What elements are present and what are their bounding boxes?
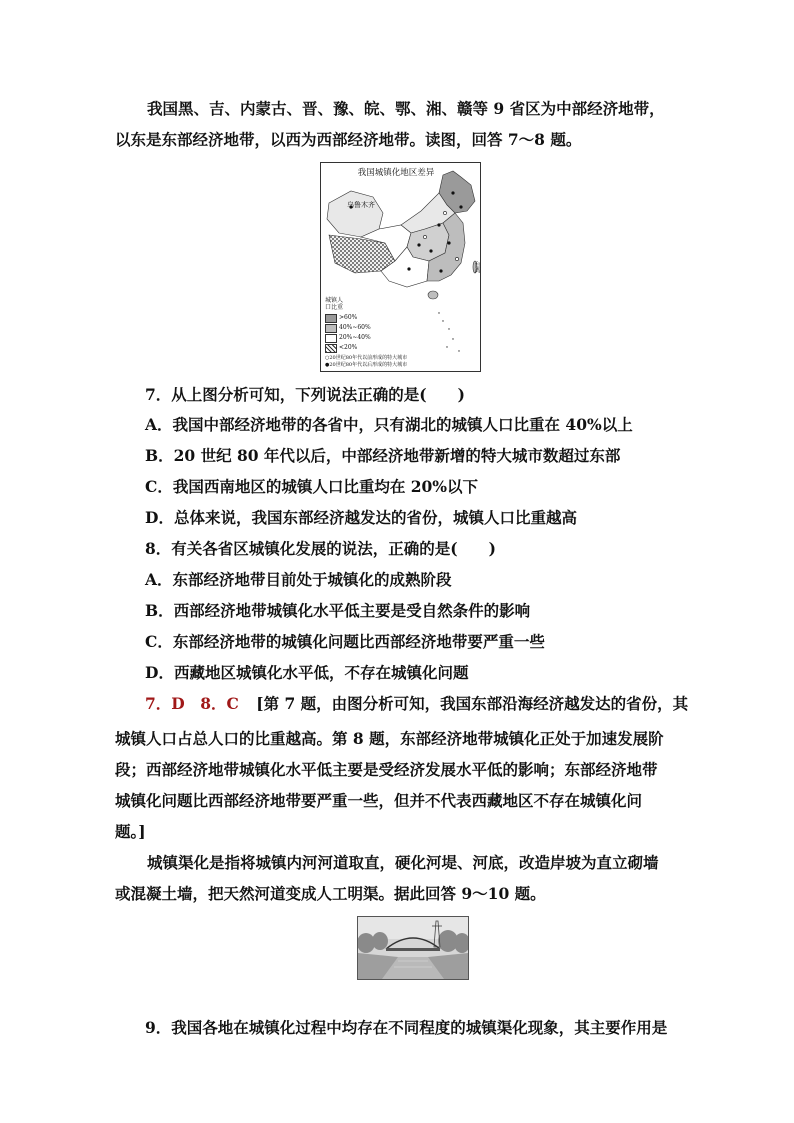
answer-line-4: 城镇化问题比西部经济地带要严重一些，但并不代表西藏地区不存在城镇化问 (115, 791, 643, 810)
answer-explanation-1: [第 7 题，由图分析可知，我国东部沿海经济越发达的省份，其 (256, 694, 689, 713)
map-city-label: 乌鲁木齐 (347, 201, 375, 209)
q7-option-d: D．总体来说，我国东部经济越发达的省份，城镇人口比重越高 (145, 508, 577, 527)
legend-note-1: ○20世纪80年代以前形成的特大城市 (325, 355, 408, 361)
legend-label-1: >60% (339, 314, 358, 321)
legend-swatch-1 (325, 314, 337, 323)
canal-photo-graphic (358, 917, 468, 979)
legend-swatch-3 (325, 334, 337, 343)
legend-label-4: <20% (339, 344, 358, 351)
legend-swatch-4 (325, 344, 337, 353)
map-legend (325, 296, 407, 369)
answer-line-3: 段；西部经济地带城镇化水平低主要是受经济发展水平低的影响；东部经济地带 (115, 760, 658, 779)
q8-option-b: B．西部经济地带城镇化水平低主要是受自然条件的影响 (145, 601, 531, 620)
map-title: 我国城镇化地区差异 (357, 168, 435, 178)
map-side-label: 台湾 (473, 261, 480, 273)
legend-title-1: 城镇人 (325, 297, 344, 304)
legend-title-2: 口比重 (325, 304, 344, 311)
q7-option-c: C．我国西南地区的城镇人口比重均在 20%以下 (145, 477, 479, 496)
q8-stem: 8．有关各省区城镇化发展的说法，正确的是( ) (145, 539, 496, 558)
answer-line-5: 题。] (115, 822, 146, 841)
answer-key: 7．D 8．C (145, 694, 239, 713)
q7-stem: 7．从上图分析可知，下列说法正确的是( ) (145, 385, 465, 404)
legend-label-3: 20%~40% (339, 334, 371, 341)
q8-option-a: A．东部经济地带目前处于城镇化的成熟阶段 (145, 570, 452, 589)
q8-option-c: C．东部经济地带的城镇化问题比西部经济地带要严重一些 (145, 632, 545, 651)
intro-line-1: 我国黑、吉、内蒙古、晋、豫、皖、鄂、湘、赣等 9 省区为中部经济地带， (147, 99, 665, 118)
intro2-line-1: 城镇渠化是指将城镇内河河道取直，硬化河堤、河底，改造岸坡为直立砌墙 (147, 853, 659, 872)
q7-option-a: A．我国中部经济地带的各省中，只有湖北的城镇人口比重在 40%以上 (145, 415, 633, 434)
canal-photo (357, 916, 469, 980)
intro2-line-2: 或混凝土墙，把天然河道变成人工明渠。据此回答 9～10 题。 (115, 884, 546, 903)
answer-line-2: 城镇人口占总人口的比重越高。第 8 题，东部经济地带城镇化正处于加速发展阶 (115, 729, 664, 748)
legend-swatch-2 (325, 324, 337, 333)
urbanization-map (320, 162, 481, 372)
q7-option-b: B．20 世纪 80 年代以后，中部经济地带新增的特大城市数超过东部 (145, 446, 621, 465)
q9-stem: 9．我国各地在城镇化过程中均存在不同程度的城镇渠化现象，其主要作用是 (145, 1018, 668, 1037)
legend-note-2: ●20世纪80年代以后形成的特大城市 (325, 362, 408, 368)
q8-option-d: D．西藏地区城镇化水平低，不存在城镇化问题 (145, 663, 469, 682)
intro-line-2: 以东是东部经济地带，以西为西部经济地带。读图，回答 7～8 题。 (115, 130, 582, 149)
answer-line-1 (145, 692, 688, 714)
legend-label-2: 40%~60% (339, 324, 371, 331)
